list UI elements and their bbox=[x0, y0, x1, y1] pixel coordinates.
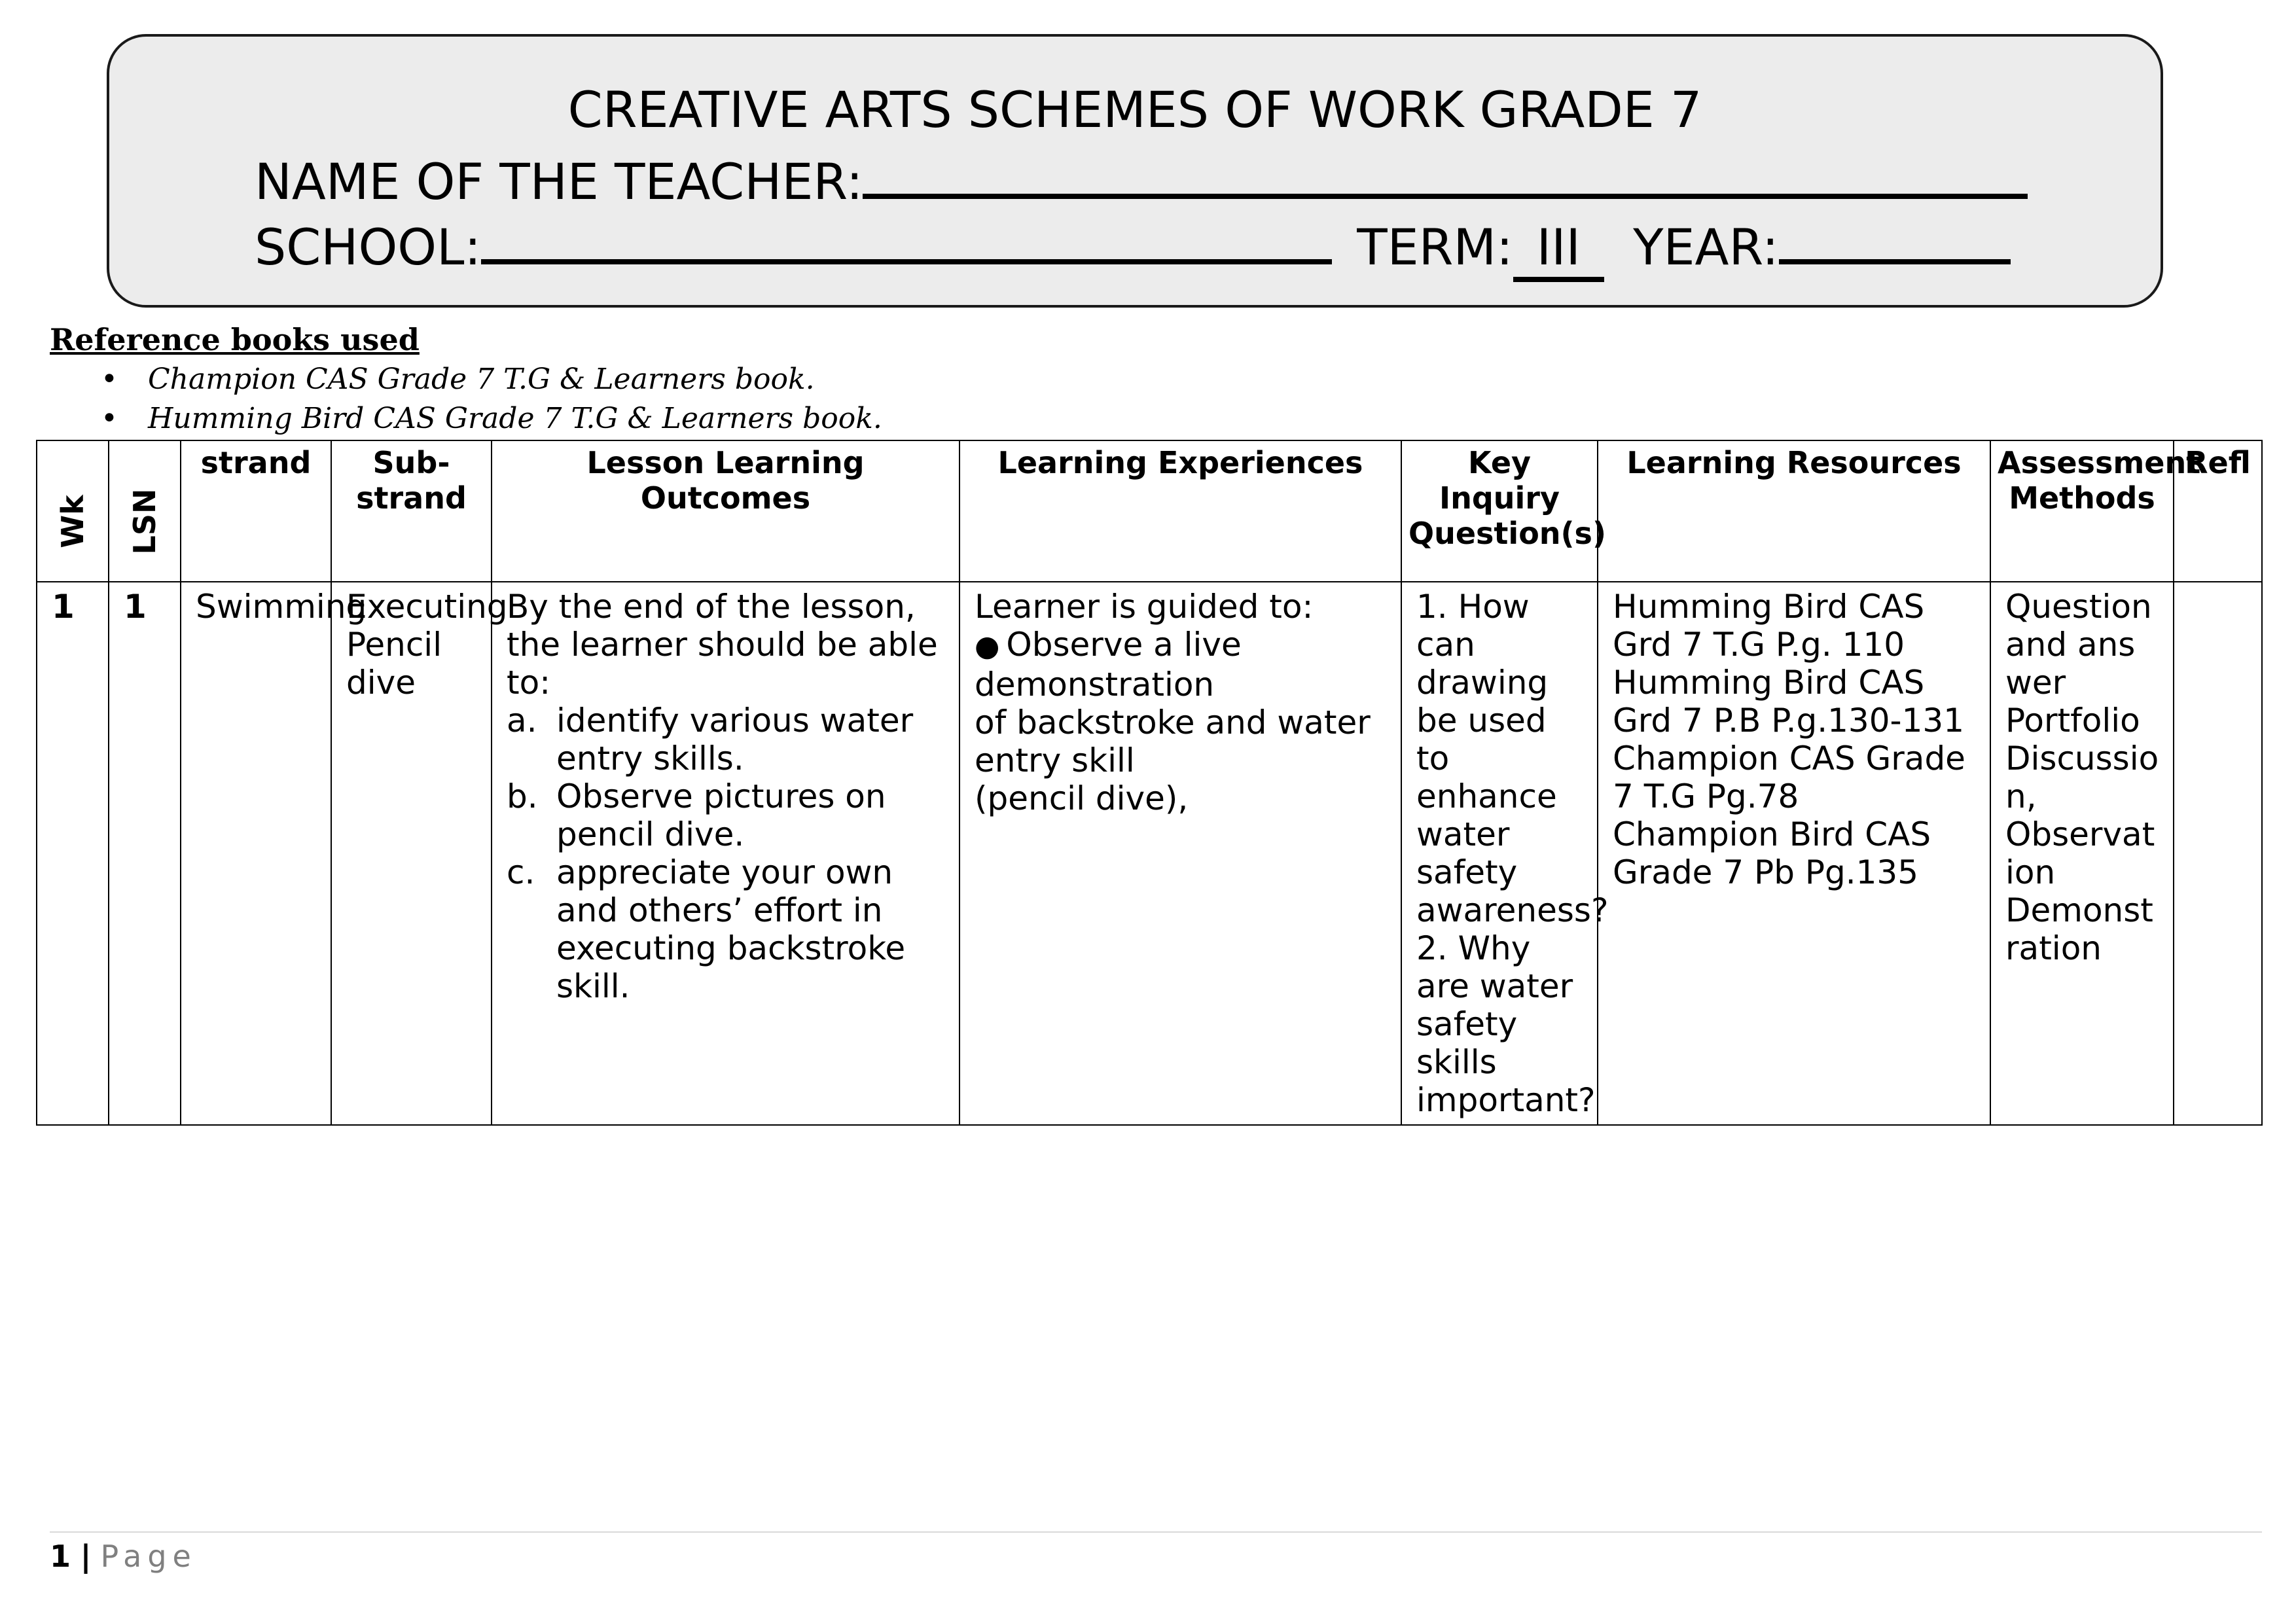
table-row bbox=[37, 582, 2262, 1125]
year-blank bbox=[1779, 208, 2011, 264]
teacher-name-line bbox=[255, 143, 2028, 215]
assessment-item: Question and answer bbox=[2005, 588, 2152, 702]
school-label: SCHOOL: bbox=[255, 218, 482, 276]
footer-divider bbox=[50, 1531, 2262, 1533]
header-inquiry: Key Inquiry Question(s) bbox=[1401, 440, 1598, 582]
school-term-year-line bbox=[255, 208, 2011, 282]
reference-books-list bbox=[50, 360, 882, 438]
page-number: 1 bbox=[50, 1539, 71, 1574]
resource-item: Humming Bird CAS Grd 7 P.B P.g.130-131 bbox=[1613, 664, 1965, 740]
experiences-bullet: ● Observe a live demonstration bbox=[975, 626, 1242, 704]
cell-assessment bbox=[1990, 582, 2174, 1125]
header-experiences: Learning Experiences bbox=[960, 440, 1401, 582]
school-blank bbox=[481, 208, 1332, 264]
experiences-line: (pencil dive), bbox=[975, 779, 1189, 817]
reference-book-item: • Champion CAS Grade 7 T.G & Learners book. bbox=[50, 360, 882, 399]
experiences-line: of backstroke and water entry skill bbox=[975, 704, 1371, 779]
page-footer bbox=[50, 1537, 197, 1576]
experiences-intro: Learner is guided to: bbox=[975, 588, 1314, 626]
header-resources: Learning Resources bbox=[1598, 440, 1990, 582]
inquiry-question: 2. Why are water safety skills important? bbox=[1416, 929, 1596, 1119]
header-strand: strand bbox=[181, 440, 331, 582]
header-outcomes: Lesson Learning Outcomes bbox=[492, 440, 960, 582]
cell-sub-strand: Executing Pencil dive bbox=[331, 582, 492, 1125]
list-item: c. appreciate your own and others’ effort in executing backstroke skill. bbox=[507, 853, 906, 1005]
header-lsn: LSN bbox=[109, 440, 181, 582]
cell-resources bbox=[1598, 582, 1990, 1125]
cell-outcomes bbox=[492, 582, 960, 1125]
document-title: CREATIVE ARTS SCHEMES OF WORK GRADE 7 bbox=[567, 80, 1702, 139]
header-wk: Wk bbox=[37, 440, 109, 582]
cell-experiences bbox=[960, 582, 1401, 1125]
assessment-item: Demonstration bbox=[2005, 891, 2153, 967]
reference-books-heading: Reference books used bbox=[50, 322, 420, 357]
inquiry-question: 1. How can drawing be used to enhance water safety awareness? bbox=[1416, 588, 1609, 929]
term-label: TERM: bbox=[1357, 218, 1513, 276]
cell-inquiry bbox=[1401, 582, 1609, 1125]
resource-item: Champion Bird CAS Grade 7 Pb Pg.135 bbox=[1613, 815, 1931, 891]
outcomes-intro: By the end of the lesson, the learner should be able to: bbox=[507, 588, 938, 702]
header-box bbox=[107, 34, 2163, 308]
cell-wk: 1 bbox=[37, 582, 109, 1125]
assessment-item: Observation bbox=[2005, 815, 2155, 891]
term-value: III bbox=[1513, 218, 1604, 282]
teacher-label: NAME OF THE TEACHER: bbox=[255, 152, 863, 211]
cell-reflection bbox=[2174, 582, 2262, 1125]
page-word: Page bbox=[100, 1539, 197, 1574]
cell-lsn: 1 bbox=[109, 582, 181, 1125]
assessment-item: Portfolio bbox=[2005, 702, 2140, 740]
bullet-icon: ● bbox=[975, 630, 1000, 663]
page-separator: | bbox=[80, 1539, 92, 1574]
schemes-of-work-table bbox=[36, 440, 2263, 1126]
resource-item: Champion CAS Grade 7 T.G Pg.78 bbox=[1613, 740, 1965, 815]
list-item: a. identify various water entry skills. bbox=[507, 702, 914, 777]
year-label: YEAR: bbox=[1633, 218, 1779, 276]
cell-strand: Swimming bbox=[181, 582, 331, 1125]
header-assessment: Assessment Methods bbox=[1990, 440, 2174, 582]
assessment-item: Discussion, bbox=[2005, 740, 2159, 815]
list-item: b. Observe pictures on pencil dive. bbox=[507, 777, 886, 853]
teacher-name-blank bbox=[863, 143, 2028, 199]
outcomes-list bbox=[507, 702, 947, 1005]
header-sub-strand: Sub-strand bbox=[331, 440, 492, 582]
header-reflection: Refl bbox=[2174, 440, 2262, 582]
table-header-row bbox=[37, 440, 2262, 582]
resource-item: Humming Bird CAS Grd 7 T.G P.g. 110 bbox=[1613, 588, 1925, 664]
reference-book-item: • Humming Bird CAS Grade 7 T.G & Learners book. bbox=[50, 399, 882, 438]
